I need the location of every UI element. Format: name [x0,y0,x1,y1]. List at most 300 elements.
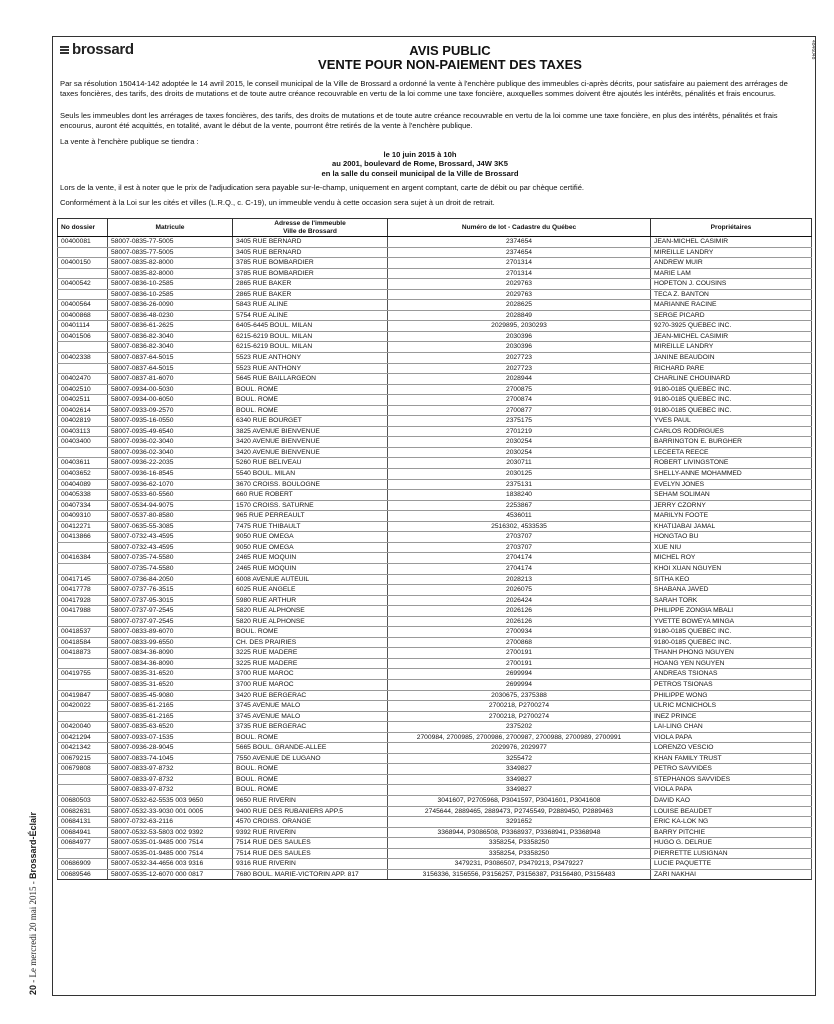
cell-adresse: 2865 RUE BAKER [233,279,388,290]
cell-lot: 3349827 [388,785,651,796]
cell-no-dossier: 00407334 [58,500,108,511]
cell-no-dossier: 00684977 [58,838,108,849]
cell-adresse: 5540 BOUL. MILAN [233,469,388,480]
cell-adresse: 3225 RUE MADERE [233,648,388,659]
cell-proprietaire: CARLOS RODRIGUES [651,426,812,437]
cell-adresse: 7550 AVENUE DE LUGANO [233,753,388,764]
cell-lot: 2030711 [388,458,651,469]
cell-adresse: 3745 AVENUE MALO [233,701,388,712]
cell-lot: 2026126 [388,606,651,617]
cell-lot: 3041607, P2705968, P3041597, P3041601, P3041608 [388,795,651,806]
cell-lot: 2028849 [388,310,651,321]
cell-proprietaire: YVETTE BOWEYA MINGA [651,616,812,627]
cell-no-dossier: 00401506 [58,331,108,342]
cell-no-dossier: 00680503 [58,795,108,806]
cell-no-dossier [58,711,108,722]
cell-adresse: 6215-6219 BOUL. MILAN [233,342,388,353]
table-row [58,279,812,290]
cell-adresse: 3735 RUE BERGERAC [233,722,388,733]
logo-mark-icon [60,45,69,55]
cell-adresse: BOUL. ROME [233,732,388,743]
table-row [58,743,812,754]
cell-no-dossier [58,268,108,279]
cell-adresse: 3420 RUE BERGERAC [233,690,388,701]
cell-proprietaire: 9180-0185 QUEBEC INC. [651,384,812,395]
cell-lot: 2745644, 2889465, 2889473, P2745549, P2889450, P2889463 [388,806,651,817]
cell-lot: 2030675, 2375388 [388,690,651,701]
cell-no-dossier: 00682631 [58,806,108,817]
cell-adresse: 3700 RUE MAROC [233,669,388,680]
cell-no-dossier [58,658,108,669]
cell-adresse: 9650 RUE RIVERIN [233,795,388,806]
table-row [58,711,812,722]
cell-matricule: 58007-0936-02-3040 [108,437,233,448]
cell-matricule: 58007-0936-16-8545 [108,469,233,480]
table-row [58,258,812,269]
table-row [58,838,812,849]
cell-matricule: 58007-0935-49-6540 [108,426,233,437]
cell-matricule: 58007-0532-53-5803 002 9392 [108,827,233,838]
table-row [58,795,812,806]
cell-proprietaire: VIOLA PAPA [651,732,812,743]
sale-address: au 2001, boulevard de Rome, Brossard, J4W 3K5 [332,159,508,169]
cell-lot: 3479231, P3086507, P3479213, P3479227 [388,859,651,870]
cell-proprietaire: PHILIPPE WONG [651,690,812,701]
cell-no-dossier: 00419847 [58,690,108,701]
cell-adresse: 5754 RUE ALINE [233,310,388,321]
table-row [58,616,812,627]
cell-lot: 2700934 [388,627,651,638]
cell-matricule: 58007-0835-31-6520 [108,679,233,690]
cell-no-dossier [58,616,108,627]
table-row [58,732,812,743]
cell-adresse: 7680 BOUL. MARIE-VICTORIN APP. 817 [233,869,388,880]
cell-matricule: 58007-0835-63-6520 [108,722,233,733]
cell-lot: 4536011 [388,511,651,522]
cell-lot: 2030125 [388,469,651,480]
cell-adresse: 5980 RUE ARTHUR [233,595,388,606]
cell-matricule: 58007-0732-43-4595 [108,542,233,553]
cell-adresse: 5260 RUE BELIVEAU [233,458,388,469]
title-line-2: VENTE POUR NON-PAIEMENT DES TAXES [318,57,582,72]
cell-no-dossier [58,774,108,785]
cell-lot: 3358254, P3358250 [388,838,651,849]
cell-matricule: 58007-0737-97-2545 [108,606,233,617]
cell-proprietaire: 9180-0185 QUEBEC INC. [651,405,812,416]
cell-proprietaire: 9270-3925 QUEBEC INC. [651,321,812,332]
cell-no-dossier [58,342,108,353]
cell-no-dossier: 00684131 [58,817,108,828]
cell-adresse: 5820 RUE ALPHONSE [233,606,388,617]
cell-no-dossier: 00417145 [58,574,108,585]
cell-matricule: 58007-0833-97-8732 [108,774,233,785]
table-row [58,384,812,395]
cell-lot: 2700191 [388,648,651,659]
cell-adresse: 5523 RUE ANTHONY [233,363,388,374]
cell-no-dossier: 00403113 [58,426,108,437]
cell-matricule: 58007-0933-09-2570 [108,405,233,416]
table-row [58,395,812,406]
table-row [58,331,812,342]
cell-no-dossier [58,848,108,859]
table-row [58,289,812,300]
table-row [58,353,812,364]
cell-adresse: 3670 CROISS. BOULOGNE [233,479,388,490]
cell-no-dossier: 00403400 [58,437,108,448]
cell-lot: 2700984, 2700985, 2700986, 2700987, 2700988, 2700989, 2700991 [388,732,651,743]
table-row [58,606,812,617]
cell-proprietaire: ZARI NAKHAI [651,869,812,880]
cell-adresse: 3225 RUE MADERE [233,658,388,669]
table-row [58,447,812,458]
paragraph-resolution: Par sa résolution 150414-142 adoptée le 14 avril 2015, le conseil municipal de la Ville de Brossard a ordonné la vente à l'enchère publique des immeubles ci-après décrits, pour satisfaire au paiement des arrérages de taxes foncières, des tarifs, des droits de mutations et de toute autre créance recouvrable en vertu de la loi comme une taxe foncière, auxquelles sommes doivent être ajoutés les intérêts, pénalités et frais encourus. [60,79,788,98]
cell-proprietaire: BARRY PITCHIE [651,827,812,838]
table-row [58,563,812,574]
cell-lot: 2026075 [388,585,651,596]
cell-lot: 2700868 [388,637,651,648]
table-row [58,774,812,785]
cell-proprietaire: KHAN FAMILY TRUST [651,753,812,764]
cell-no-dossier: 00400150 [58,258,108,269]
cell-proprietaire: SHELLY-ANNE MOHAMMED [651,469,812,480]
cell-matricule: 58007-0833-89-6070 [108,627,233,638]
cell-matricule: 58007-0735-74-5580 [108,553,233,564]
cell-lot: 2704174 [388,563,651,574]
cell-lot: 2704174 [388,553,651,564]
cell-adresse: 2465 RUE MOQUIN [233,563,388,574]
cell-matricule: 58007-0835-61-2165 [108,701,233,712]
cell-matricule: 58007-0836-82-3040 [108,331,233,342]
header-adresse-text: Adresse de l'immeuble Ville de Brossard [274,219,346,235]
cell-adresse: 7514 RUE DES SAULES [233,848,388,859]
header-proprietaires: Propriétaires [651,219,812,237]
cell-matricule: 58007-0836-48-0230 [108,310,233,321]
cell-lot: 2030396 [388,331,651,342]
cell-proprietaire: SARAH TORK [651,595,812,606]
cell-no-dossier: 00417988 [58,606,108,617]
cell-lot: 2703707 [388,542,651,553]
cell-no-dossier: 00412271 [58,521,108,532]
cell-proprietaire: ULRIC MCNICHOLS [651,701,812,712]
cell-proprietaire: 9180-0185 QUEBEC INC. [651,627,812,638]
cell-lot: 2375175 [388,416,651,427]
cell-adresse: 9400 RUE DES RUBANIERS APP.5 [233,806,388,817]
cell-no-dossier: 00417928 [58,595,108,606]
table-row [58,310,812,321]
cell-lot: 2029763 [388,279,651,290]
cell-adresse: 3825 AVENUE BIENVENUE [233,426,388,437]
cell-adresse: 3420 AVENUE BIENVENUE [233,447,388,458]
cell-no-dossier [58,679,108,690]
cell-no-dossier: 00420040 [58,722,108,733]
cell-proprietaire: INEZ PRINCE [651,711,812,722]
cell-matricule: 58007-0732-43-4595 [108,532,233,543]
paragraph-sale-intro: La vente à l'enchère publique se tiendra : [60,137,199,146]
cell-proprietaire: HOANG YEN NGUYEN [651,658,812,669]
cell-proprietaire: STEPHANOS SAVVIDES [651,774,812,785]
table-row [58,785,812,796]
table-row [58,764,812,775]
table-row [58,648,812,659]
cell-proprietaire: MARIANNE RACINE [651,300,812,311]
table-row [58,542,812,553]
cell-lot: 2701314 [388,268,651,279]
cell-matricule: 58007-0732-63-2116 [108,817,233,828]
cell-adresse: 6405-6445 BOUL. MILAN [233,321,388,332]
cell-matricule: 58007-0535-01-9485 000 7514 [108,848,233,859]
notice-title [240,44,660,72]
sale-room: en la salle du conseil municipal de la Ville de Brossard [321,168,519,178]
cell-proprietaire: 9180-0185 QUEBEC INC. [651,637,812,648]
cell-matricule: 58007-0936-02-3040 [108,447,233,458]
table-row [58,511,812,522]
cell-proprietaire: LAI-LING CHAN [651,722,812,733]
paragraph-withdrawal: Seuls les immeubles dont les arrérages de taxes foncières, des tarifs, des droits de mutations et de toute autre créance recouvrable en vertu de la loi comme une taxe foncière, en plus des intérêts, pénalités et frais encourus, auront été acquittés, en totalité, avant le début de la vente, pourront être retirés de la vente à l'enchère publique. [60,111,778,130]
cell-proprietaire: JEAN-MICHEL CASIMIR [651,237,812,248]
cell-proprietaire: ROBERT LIVINGSTONE [651,458,812,469]
cell-matricule: 58007-0535-01-9485 000 7514 [108,838,233,849]
cell-no-dossier: 00403611 [58,458,108,469]
cell-proprietaire: PHILIPPE ZONGIA MBALI [651,606,812,617]
cell-matricule: 58007-0837-64-5015 [108,353,233,364]
table-row [58,701,812,712]
cell-proprietaire: LOUISE BEAUDET [651,806,812,817]
cell-adresse: 5523 RUE ANTHONY [233,353,388,364]
table-row [58,817,812,828]
cell-matricule: 58007-0835-77-5005 [108,237,233,248]
cell-matricule: 58007-0635-55-3085 [108,521,233,532]
cell-adresse: 3785 RUE BOMBARDIER [233,268,388,279]
cell-adresse: 9050 RUE OMEGA [233,542,388,553]
table-row [58,532,812,543]
cell-lot: 2699994 [388,679,651,690]
cell-lot: 2030254 [388,447,651,458]
cell-adresse: 5665 BOUL. GRANDE-ALLEE [233,743,388,754]
cell-proprietaire: XUE NIU [651,542,812,553]
paragraph-payment: Lors de la vente, il est à noter que le prix de l'adjudication sera payable sur-le-champ, uniquement en argent comptant, carte de débit ou par chèque certifié. [60,183,585,192]
table-row [58,637,812,648]
cell-lot: 2028625 [388,300,651,311]
cell-lot: 2374654 [388,247,651,258]
cell-no-dossier: 00418873 [58,648,108,659]
cell-adresse: BOUL. ROME [233,395,388,406]
cell-lot: 2374654 [388,237,651,248]
cell-proprietaire: SEHAM SOLIMAN [651,490,812,501]
cell-adresse: 660 RUE ROBERT [233,490,388,501]
cell-adresse: 3745 AVENUE MALO [233,711,388,722]
table-body [58,237,812,880]
cell-no-dossier [58,289,108,300]
table-row [58,595,812,606]
cell-proprietaire: CHARLINE CHOUINARD [651,374,812,385]
cell-matricule: 58007-0837-81-6070 [108,374,233,385]
cell-lot: 2253867 [388,500,651,511]
cell-proprietaire: ANDREW MUIR [651,258,812,269]
cell-no-dossier [58,247,108,258]
cell-proprietaire: 9180-0185 QUEBEC INC. [651,395,812,406]
cell-proprietaire: MICHEL ROY [651,553,812,564]
cell-matricule: 58007-0534-94-9075 [108,500,233,511]
table-row [58,500,812,511]
cell-adresse: 6008 AVENUE AUTEUIL [233,574,388,585]
cell-lot: 2375131 [388,479,651,490]
cell-adresse: 7514 RUE DES SAULES [233,838,388,849]
cell-adresse: BOUL. ROME [233,384,388,395]
cell-adresse: BOUL. ROME [233,785,388,796]
cell-proprietaire: PETRO SAVVIDES [651,764,812,775]
cell-proprietaire: SITHA KEO [651,574,812,585]
cell-adresse: 5843 RUE ALINE [233,300,388,311]
cell-lot: 3358254, P3358250 [388,848,651,859]
cell-matricule: 58007-0934-00-6050 [108,395,233,406]
cell-adresse: 4570 CROISS. ORANGE [233,817,388,828]
cell-adresse: 5820 RUE ALPHONSE [233,616,388,627]
table-row [58,669,812,680]
cell-no-dossier: 00400081 [58,237,108,248]
cell-proprietaire: SHABANA JAVED [651,585,812,596]
cell-proprietaire: HONGTAO BU [651,532,812,543]
cell-no-dossier: 00402470 [58,374,108,385]
cell-matricule: 58007-0836-26-0090 [108,300,233,311]
table-row [58,374,812,385]
cell-no-dossier: 00405338 [58,490,108,501]
table-row [58,405,812,416]
cell-adresse: BOUL. ROME [233,764,388,775]
cell-proprietaire: LORENZO VESCIO [651,743,812,754]
cell-adresse: BOUL. ROME [233,405,388,416]
cell-no-dossier [58,363,108,374]
cell-no-dossier [58,785,108,796]
properties-table [57,218,812,880]
cell-no-dossier: 00402614 [58,405,108,416]
header-lot: Numéro de lot - Cadastre du Québec [388,219,651,237]
cell-adresse: 6215-6219 BOUL. MILAN [233,331,388,342]
cell-no-dossier: 00421294 [58,732,108,743]
cell-matricule: 58007-0835-31-6520 [108,669,233,680]
table-row [58,574,812,585]
cell-proprietaire: JEAN-MICHEL CASIMIR [651,331,812,342]
cell-no-dossier: 00420022 [58,701,108,712]
cell-lot: 2028213 [388,574,651,585]
table-row [58,722,812,733]
cell-lot: 2516302, 4533535 [388,521,651,532]
cell-matricule: 58007-0936-62-1070 [108,479,233,490]
brossard-logo [60,41,134,58]
cell-lot: 3349827 [388,774,651,785]
cell-lot: 2701314 [388,258,651,269]
cell-matricule: 58007-0532-33-9030 001 0005 [108,806,233,817]
cell-matricule: 58007-0833-99-6550 [108,637,233,648]
table-row [58,321,812,332]
table-row [58,848,812,859]
cell-proprietaire: BARRINGTON E. BURGHER [651,437,812,448]
cell-matricule: 58007-0936-28-9045 [108,743,233,754]
cell-adresse: 9050 RUE OMEGA [233,532,388,543]
cell-lot: 2030254 [388,437,651,448]
cell-proprietaire: HUGO G. DELRUE [651,838,812,849]
table-row [58,342,812,353]
cell-lot: 2027723 [388,353,651,364]
cell-adresse: 6340 RUE BOURGET [233,416,388,427]
cell-adresse: 7475 RUE THIBAULT [233,521,388,532]
cell-proprietaire: MARILYN FOOTE [651,511,812,522]
cell-lot: 2027723 [388,363,651,374]
table-row [58,553,812,564]
cell-no-dossier: 00416384 [58,553,108,564]
table-row [58,679,812,690]
cell-no-dossier: 00684941 [58,827,108,838]
cell-adresse: 3405 RUE BERNARD [233,237,388,248]
cell-no-dossier [58,563,108,574]
cell-lot: 3368944, P3086508, P3368937, P3368941, P3368948 [388,827,651,838]
cell-adresse: 9392 RUE RIVERIN [233,827,388,838]
table-row [58,237,812,248]
table-header-row [58,219,812,237]
title-line-1: AVIS PUBLIC [409,43,491,58]
cell-no-dossier: 00686909 [58,859,108,870]
table-row [58,490,812,501]
cell-lot: 2700875 [388,384,651,395]
cell-matricule: 58007-0835-82-8000 [108,258,233,269]
cell-matricule: 58007-0936-22-2035 [108,458,233,469]
table-row [58,247,812,258]
cell-no-dossier: 00403652 [58,469,108,480]
table-row [58,827,812,838]
cell-lot: 2700218, P2700274 [388,701,651,712]
cell-no-dossier: 00421342 [58,743,108,754]
cell-proprietaire: MARIE LAM [651,268,812,279]
cell-no-dossier: 00400564 [58,300,108,311]
cell-proprietaire: LUCIE PAQUETTE [651,859,812,870]
cell-matricule: 58007-0935-16-0550 [108,416,233,427]
cell-proprietaire: KHATIJABAI JAMAL [651,521,812,532]
cell-lot: 2700191 [388,658,651,669]
newspaper-name: Brossard-Éclair [28,811,38,880]
cell-no-dossier: 00409310 [58,511,108,522]
cell-no-dossier: 00402510 [58,384,108,395]
cell-matricule: 58007-0835-45-9080 [108,690,233,701]
cell-no-dossier: 00419755 [58,669,108,680]
table-row [58,690,812,701]
cell-matricule: 58007-0537-80-8580 [108,511,233,522]
cell-matricule: 58007-0833-97-8732 [108,785,233,796]
table-row [58,869,812,880]
header-no-dossier: No dossier [58,219,108,237]
cell-matricule: 58007-0535-12-6070 000 0817 [108,869,233,880]
cell-adresse: 3700 RUE MAROC [233,679,388,690]
cell-lot: 2700218, P2700274 [388,711,651,722]
cell-matricule: 58007-0837-64-5015 [108,363,233,374]
cell-proprietaire: JERRY CZORNY [651,500,812,511]
cell-adresse: 6025 RUE ANGELE [233,585,388,596]
page-number: 20 [28,984,38,995]
cell-no-dossier [58,542,108,553]
table-row [58,585,812,596]
cell-lot: 1838240 [388,490,651,501]
publication-date: - Le mercredi 20 mai 2015 - [28,879,38,985]
cell-no-dossier: 00679808 [58,764,108,775]
cell-matricule: 58007-0836-10-2585 [108,289,233,300]
cell-matricule: 58007-0836-10-2585 [108,279,233,290]
cell-lot: 3349827 [388,764,651,775]
cell-matricule: 58007-0532-34-4656 003 9316 [108,859,233,870]
cell-no-dossier: 00417778 [58,585,108,596]
cell-lot: 2699994 [388,669,651,680]
cell-no-dossier: 00402338 [58,353,108,364]
table-row [58,753,812,764]
cell-matricule: 58007-0737-95-3015 [108,595,233,606]
table-row [58,627,812,638]
